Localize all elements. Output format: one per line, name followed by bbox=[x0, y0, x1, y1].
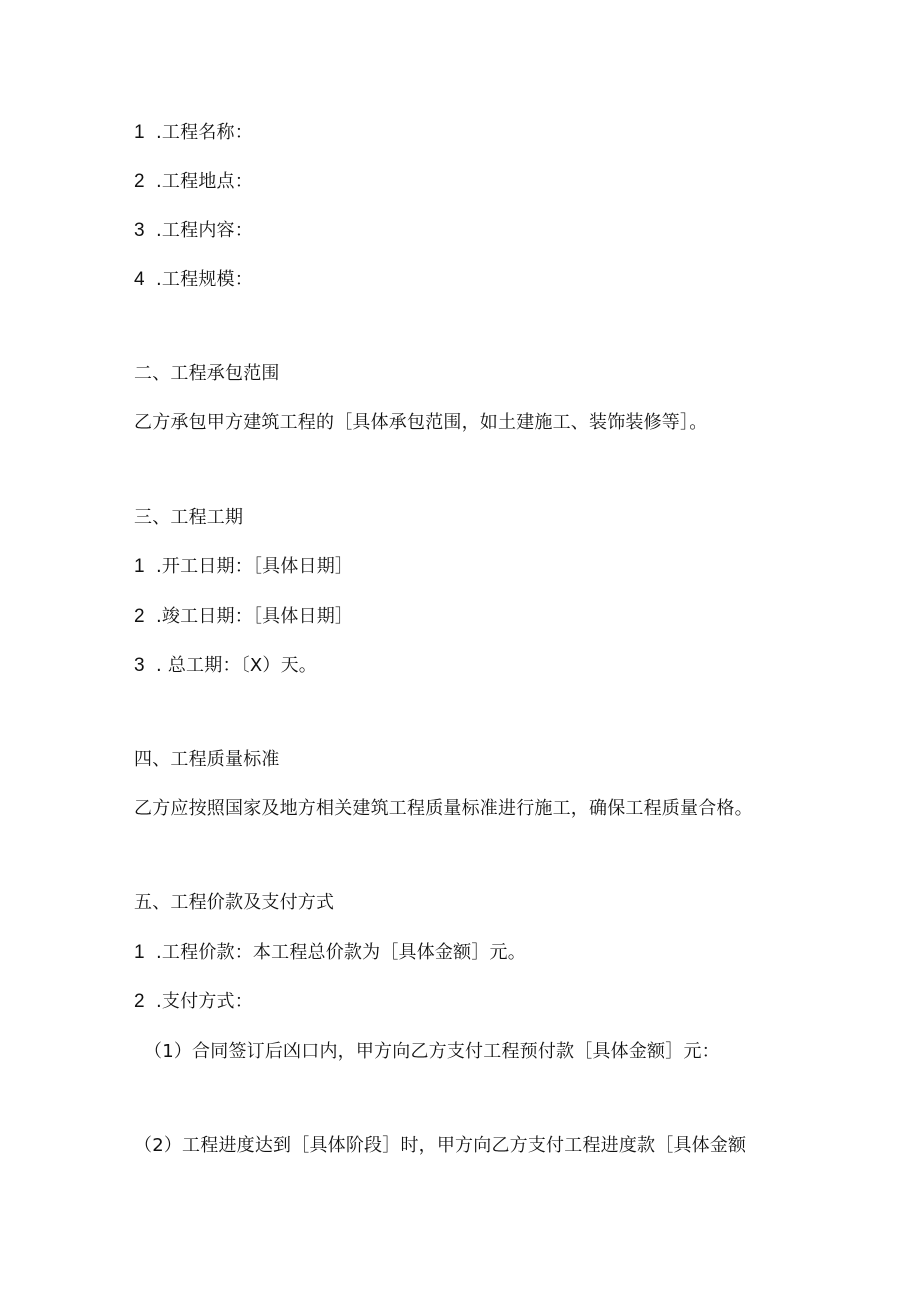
item-text: .工程价款：本工程总价款为［具体金额］元。 bbox=[156, 942, 526, 963]
section-heading: 二、工程承包范围 bbox=[134, 363, 280, 384]
sub-list-item: （1）合同签订后凶口内，甲方向乙方支付工程预付款［具体金额］元： bbox=[144, 1041, 720, 1062]
sub-list-item: （2）工程进度达到［具体阶段］时，甲方向乙方支付工程进度款［具体金额 bbox=[134, 1135, 747, 1156]
item-number: 1 bbox=[134, 122, 145, 143]
paragraph: 乙方承包甲方建筑工程的［具体承包范围，如土建施工、装饰装修等］。 bbox=[134, 412, 708, 433]
item-number: 4 bbox=[134, 269, 145, 290]
section-heading: 四、工程质量标准 bbox=[134, 749, 280, 770]
paragraph: 乙方应按照国家及地方相关建筑工程质量标准进行施工，确保工程质量合格。 bbox=[134, 798, 753, 819]
list-item bbox=[134, 121, 253, 145]
item-text: .工程内容： bbox=[156, 220, 253, 241]
list-item bbox=[134, 941, 526, 965]
item-number: 1 bbox=[134, 556, 145, 577]
list-item bbox=[134, 654, 317, 678]
item-text: .支付方式： bbox=[156, 991, 253, 1012]
section-heading: 三、工程工期 bbox=[134, 507, 244, 528]
list-item bbox=[134, 170, 253, 194]
list-item bbox=[134, 605, 353, 629]
item-text: .工程名称： bbox=[156, 122, 253, 143]
item-text: .工程地点： bbox=[156, 171, 253, 192]
list-item bbox=[134, 219, 253, 243]
list-item bbox=[134, 555, 353, 579]
section-heading: 五、工程价款及支付方式 bbox=[134, 892, 335, 913]
item-text: . 总工期：〔X）天。 bbox=[156, 655, 317, 676]
item-number: 1 bbox=[134, 942, 145, 963]
item-number: 3 bbox=[134, 655, 145, 676]
item-text: .工程规模： bbox=[156, 269, 253, 290]
item-number: 2 bbox=[134, 991, 145, 1012]
item-number: 2 bbox=[134, 171, 145, 192]
list-item bbox=[134, 268, 253, 292]
item-text: .竣工日期：［具体日期］ bbox=[156, 606, 354, 627]
item-number: 3 bbox=[134, 220, 145, 241]
list-item bbox=[134, 990, 253, 1014]
item-number: 2 bbox=[134, 606, 145, 627]
item-text: .开工日期：［具体日期］ bbox=[156, 556, 354, 577]
